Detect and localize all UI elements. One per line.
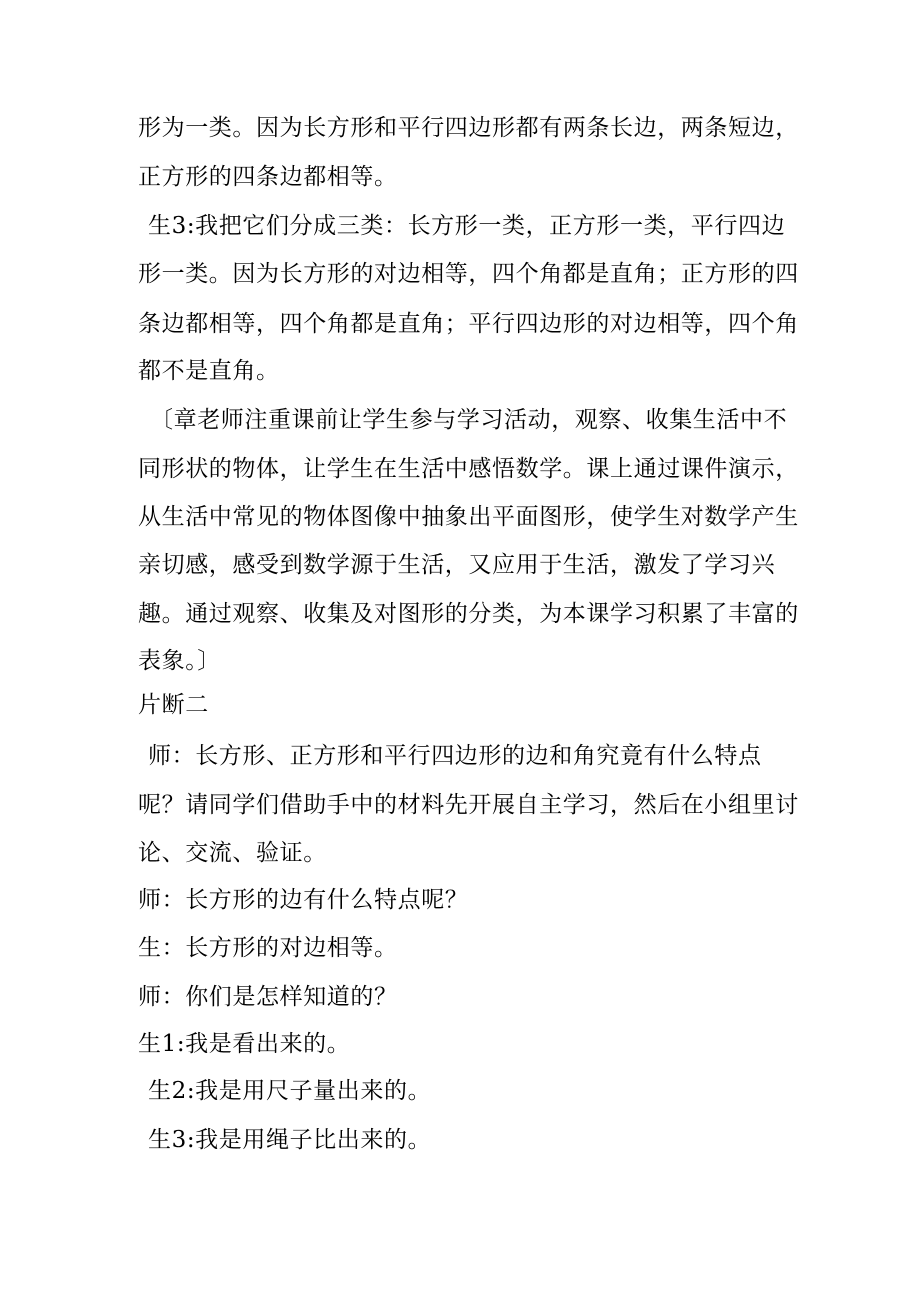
section-heading: 片断二 [138, 692, 209, 718]
text-line: 生3:我是用绳子比出来的。 [148, 1127, 432, 1153]
text-line: 师：长方形的边有什么特点呢？ [138, 887, 469, 913]
text-line: 师：你们是怎样知道的？ [138, 984, 398, 1010]
text-line: 生3:我把它们分成三类：长方形一类，正方形一类，平行四边 [148, 213, 786, 239]
text-line: 从生活中常见的物体图像中抽象出平面图形，使学生对数学产生 [138, 504, 799, 530]
text-line: 正方形的四条边都相等。 [138, 164, 398, 190]
text-line: 生2:我是用尺子量出来的。 [148, 1078, 432, 1104]
text-line: 形一类。因为长方形的对边相等，四个角都是直角；正方形的四 [138, 261, 799, 287]
text-line: 表象。〕 [138, 648, 221, 674]
text-line: 都不是直角。 [138, 358, 280, 384]
text-line: 趣。通过观察、收集及对图形的分类，为本课学习积累了丰富的 [138, 601, 799, 627]
text-line: 呢？请同学们借助手中的材料先开展自主学习，然后在小组里讨 [138, 792, 799, 818]
text-line: 同形状的物体，让学生在生活中感悟数学。课上通过课件演示， [138, 456, 799, 482]
text-line: 师：长方形、正方形和平行四边形的边和角究竟有什么特点 [148, 743, 762, 769]
text-line: 〔章老师注重课前让学生参与学习活动，观察、收集生活中不 [150, 407, 788, 433]
text-line: 生：长方形的对边相等。 [138, 935, 398, 961]
text-line: 论、交流、验证。 [138, 840, 327, 866]
text-line: 生1:我是看出来的。 [138, 1031, 351, 1057]
text-line: 形为一类。因为长方形和平行四边形都有两条长边，两条短边， [138, 115, 799, 141]
text-line: 条边都相等，四个角都是直角；平行四边形的对边相等，四个角 [138, 311, 799, 337]
text-line: 亲切感，感受到数学源于生活，又应用于生活，激发了学习兴 [138, 552, 776, 578]
